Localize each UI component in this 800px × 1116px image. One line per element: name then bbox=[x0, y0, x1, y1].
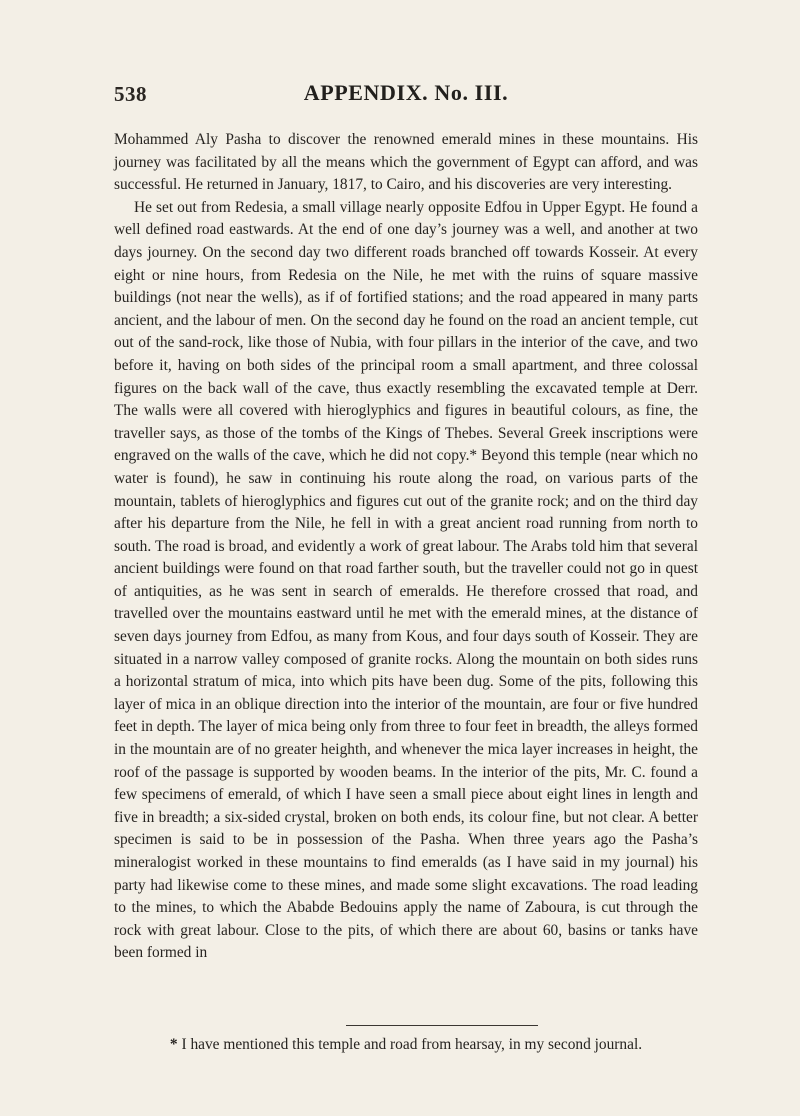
footnote bbox=[114, 1034, 698, 1056]
page-header bbox=[114, 80, 698, 114]
paragraph-continuation: Mohammed Aly Pasha to discover the renowned emerald mines in these mountains. His journey was facilitated by all the means which the government of Egypt can afford, and was successful. He returned in January, 1817, to Cairo, and his discoveries are very interesting. bbox=[114, 131, 698, 194]
main-text bbox=[114, 129, 698, 965]
paragraph-redesia-journey: He set out from Redesia, a small village nearly opposite Edfou in Upper Egypt. He found a well defined road eastwards. At the end of one day’s journey was a well, and another at two days journey. On the second day two different roads branched off towards Kosseir. At every eight or nine hours, from Redesia on the Nile, he met with the ruins of square massive buildings (not near the wells), as if of fortified stations; and the road appeared in many parts ancient, and the labour of men. On the second day he found on the road an ancient temple, cut out of the sand-rock, like those of Nubia, with four pillars in the interior of the cave, and two before it, having on both sides of the principal room a small apartment, and three colossal figures on the back wall of the cave, thus exactly resembling the excavated temple at Derr. The walls were all covered with hieroglyphics and figures in beautiful colours, as fine, the traveller says, as those of the tombs of the Kings of Thebes. Several Greek inscriptions were engraved on the walls of the cave, which he did not copy.* Beyond this temple (near which no water is found), he saw in continuing his route along the road, on various parts of the mountain, tablets of hieroglyphics and figures cut out of the granite rock; and on the third day after his departure from the Nile, he fell in with a great ancient road running from north to south. The road is broad, and evidently a work of great labour. The Arabs told him that several ancient buildings were found on that road farther south, but the traveller could not go in quest of antiquities, as he was sent in search of emeralds. He therefore crossed that road, and travelled over the mountains eastward until he met with the emerald mines, at the distance of seven days journey from Edfou, as many from Kous, and four days south of Kosseir. They are situated in a narrow valley composed of granite rocks. Along the mountain on both sides runs a horizontal stratum of mica, into which pits have been dug. Some of the pits, following this layer of mica in an oblique direction into the interior of the mountain, are four or five hundred feet in depth. The layer of mica being only from three to four feet in breadth, the alleys formed in the mountain are of no greater heighth, and whenever the mica layer increases in height, the roof of the passage is supported by wooden beams. In the interior of the pits, Mr. C. found a few specimens of emerald, of which I have seen a small piece about eight lines in length and five in breadth; a six-sided crystal, broken on both ends, its colour fine, but not clear. A better specimen is said to be in possession of the Pasha. When three years ago the Pasha’s mineralogist worked in these mountains to find emeralds (as I have said in my journal) his party had likewise come to these mines, and made some slight excavations. The road leading to the mines, to which the Ababde Bedouins apply the name of Zaboura, is cut through the rock with great labour. Close to the pits, of which there are about 60, basins or tanks have been formed in bbox=[114, 198, 698, 962]
running-title: APPENDIX. No. III. bbox=[303, 80, 509, 105]
page-number: 538 bbox=[114, 82, 147, 106]
footnote-marker: * bbox=[169, 1036, 178, 1053]
footnote-divider bbox=[346, 1025, 538, 1026]
footnote-text: I have mentioned this temple and road from hearsay, in my second journal. bbox=[181, 1036, 643, 1053]
